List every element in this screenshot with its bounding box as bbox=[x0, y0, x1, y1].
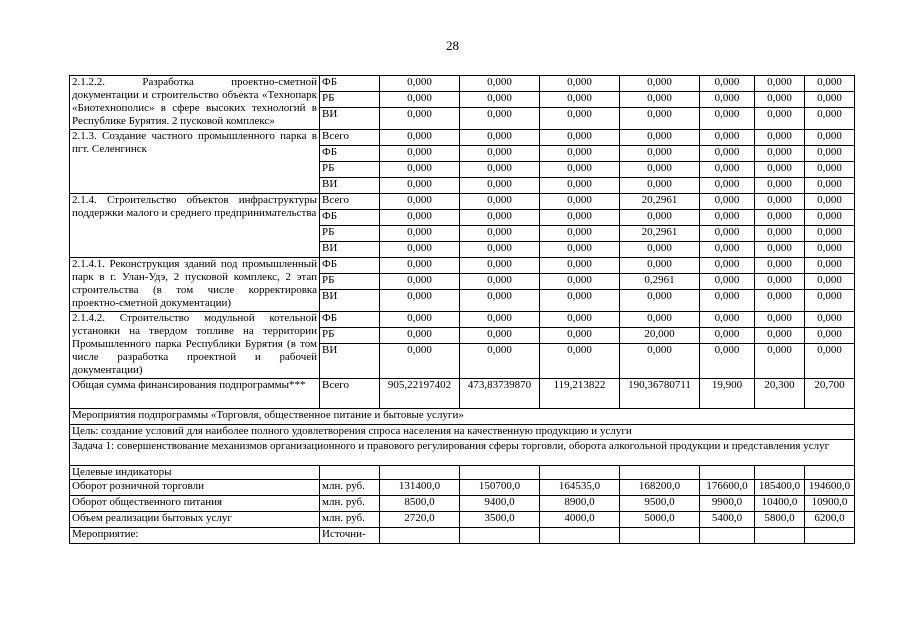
empty-cell bbox=[540, 528, 620, 544]
value-cell: 0,000 bbox=[620, 146, 700, 162]
empty-cell bbox=[805, 528, 855, 544]
source-cell: Всего bbox=[320, 130, 380, 146]
table-row bbox=[70, 466, 855, 480]
value-cell: 0,000 bbox=[700, 92, 755, 108]
value-cell: 0,000 bbox=[540, 226, 620, 242]
empty-cell bbox=[540, 466, 620, 480]
target-indicators-cell: Целевые индикаторы bbox=[70, 466, 320, 480]
value-cell: 9400,0 bbox=[460, 496, 540, 512]
value-cell: 190,36780711 bbox=[620, 379, 700, 409]
value-cell: 3500,0 bbox=[460, 512, 540, 528]
value-cell: 0,000 bbox=[700, 258, 755, 274]
empty-cell bbox=[620, 466, 700, 480]
value-cell: 0,000 bbox=[380, 242, 460, 258]
source-cell: ФБ bbox=[320, 76, 380, 92]
value-cell: 0,000 bbox=[755, 194, 805, 210]
value-cell: 4000,0 bbox=[540, 512, 620, 528]
value-cell: 0,000 bbox=[540, 258, 620, 274]
measure-label-cell: Мероприятие: bbox=[70, 528, 320, 544]
measure-name-cell: 2.1.2.2. Разработка проектно-сметной документации и строительство объекта «Технопарк «Биотехнополис» в сфере высоких технологий в Республике Бурятия. 2 пусковой комплекс» bbox=[70, 76, 320, 130]
value-cell: 9900,0 bbox=[700, 496, 755, 512]
value-cell: 0,000 bbox=[380, 344, 460, 379]
value-cell: 5400,0 bbox=[700, 512, 755, 528]
value-cell: 150700,0 bbox=[460, 480, 540, 496]
empty-cell bbox=[460, 466, 540, 480]
table-row bbox=[70, 76, 855, 92]
value-cell: 0,000 bbox=[460, 312, 540, 328]
value-cell: 0,000 bbox=[460, 130, 540, 146]
empty-cell bbox=[700, 528, 755, 544]
value-cell: 905,22197402 bbox=[380, 379, 460, 409]
table-row bbox=[70, 130, 855, 146]
value-cell: 0,000 bbox=[380, 130, 460, 146]
indicator-row bbox=[70, 480, 855, 496]
value-cell: 0,000 bbox=[540, 344, 620, 379]
value-cell: 0,000 bbox=[380, 76, 460, 92]
value-cell: 0,000 bbox=[755, 344, 805, 379]
value-cell: 0,000 bbox=[620, 312, 700, 328]
indicator-name-cell: Оборот общественного питания bbox=[70, 496, 320, 512]
empty-cell bbox=[805, 466, 855, 480]
value-cell: 8500,0 bbox=[380, 496, 460, 512]
unit-cell: млн. руб. bbox=[320, 512, 380, 528]
value-cell: 0,000 bbox=[380, 92, 460, 108]
value-cell: 0,000 bbox=[755, 312, 805, 328]
value-cell: 0,000 bbox=[540, 274, 620, 290]
source-cell: ФБ bbox=[320, 146, 380, 162]
value-cell: 0,000 bbox=[700, 194, 755, 210]
value-cell: 185400,0 bbox=[755, 480, 805, 496]
value-cell: 0,000 bbox=[700, 130, 755, 146]
value-cell: 0,000 bbox=[620, 210, 700, 226]
value-cell: 0,000 bbox=[805, 194, 855, 210]
measure-name-cell: 2.1.4.2. Строительство модульной котельной установки на твердом топливе на территории Промышленного парка Республики Бурятия (в том числе разработка проектной и рабочей документации) bbox=[70, 312, 320, 379]
value-cell: 8900,0 bbox=[540, 496, 620, 512]
value-cell: 0,000 bbox=[540, 108, 620, 130]
source-cell: ВИ bbox=[320, 290, 380, 312]
table-row bbox=[70, 194, 855, 210]
value-cell: 0,000 bbox=[620, 178, 700, 194]
value-cell: 0,000 bbox=[805, 226, 855, 242]
financing-table bbox=[69, 75, 855, 544]
value-cell: 0,000 bbox=[755, 274, 805, 290]
value-cell: 0,000 bbox=[805, 76, 855, 92]
empty-cell bbox=[620, 528, 700, 544]
value-cell: 0,000 bbox=[805, 146, 855, 162]
source-cell: ВИ bbox=[320, 242, 380, 258]
value-cell: 0,000 bbox=[700, 226, 755, 242]
value-cell: 0,000 bbox=[460, 194, 540, 210]
value-cell: 0,000 bbox=[540, 130, 620, 146]
value-cell: 0,000 bbox=[380, 162, 460, 178]
table-row bbox=[70, 409, 855, 425]
value-cell: 5800,0 bbox=[755, 512, 805, 528]
value-cell: 0,000 bbox=[700, 274, 755, 290]
source-cell: РБ bbox=[320, 328, 380, 344]
source-cell: Всего bbox=[320, 194, 380, 210]
value-cell: 0,000 bbox=[700, 146, 755, 162]
value-cell: 0,000 bbox=[700, 210, 755, 226]
value-cell: 0,000 bbox=[755, 162, 805, 178]
value-cell: 0,000 bbox=[755, 146, 805, 162]
value-cell: 20,300 bbox=[755, 379, 805, 409]
value-cell: 119,213822 bbox=[540, 379, 620, 409]
value-cell: 0,000 bbox=[380, 210, 460, 226]
value-cell: 0,000 bbox=[700, 242, 755, 258]
unit-cell: млн. руб. bbox=[320, 496, 380, 512]
value-cell: 0,000 bbox=[540, 162, 620, 178]
value-cell: 0,000 bbox=[805, 92, 855, 108]
value-cell: 0,000 bbox=[755, 328, 805, 344]
value-cell: 20,000 bbox=[620, 328, 700, 344]
value-cell: 0,000 bbox=[700, 344, 755, 379]
value-cell: 168200,0 bbox=[620, 480, 700, 496]
value-cell: 0,000 bbox=[620, 242, 700, 258]
value-cell: 0,000 bbox=[460, 76, 540, 92]
value-cell: 0,000 bbox=[755, 92, 805, 108]
value-cell: 0,000 bbox=[540, 76, 620, 92]
source-cell: ФБ bbox=[320, 258, 380, 274]
empty-cell bbox=[700, 466, 755, 480]
value-cell: 0,000 bbox=[380, 258, 460, 274]
value-cell: 0,000 bbox=[540, 312, 620, 328]
indicator-name-cell: Объем реализации бытовых услуг bbox=[70, 512, 320, 528]
value-cell: 0,000 bbox=[620, 76, 700, 92]
value-cell: 0,000 bbox=[460, 328, 540, 344]
source-cell: ВИ bbox=[320, 344, 380, 379]
empty-cell bbox=[380, 528, 460, 544]
value-cell: 0,000 bbox=[805, 312, 855, 328]
value-cell: 0,000 bbox=[460, 108, 540, 130]
value-cell: 0,000 bbox=[700, 328, 755, 344]
table-row bbox=[70, 258, 855, 274]
value-cell: 194600,0 bbox=[805, 480, 855, 496]
value-cell: 20,2961 bbox=[620, 194, 700, 210]
value-cell: 0,000 bbox=[805, 290, 855, 312]
value-cell: 0,2961 bbox=[620, 274, 700, 290]
value-cell: 0,000 bbox=[460, 274, 540, 290]
value-cell: 0,000 bbox=[755, 178, 805, 194]
measure-name-cell: 2.1.4.1. Реконструкция зданий под промышленный парк в г. Улан-Удэ, 2 пусковой комплекс, 2 этап строительства (в том числе корректировка проектно-сметной документации) bbox=[70, 258, 320, 312]
value-cell: 0,000 bbox=[755, 210, 805, 226]
value-cell: 0,000 bbox=[805, 328, 855, 344]
value-cell: 0,000 bbox=[460, 146, 540, 162]
source-cell: Всего bbox=[320, 379, 380, 409]
value-cell: 10900,0 bbox=[805, 496, 855, 512]
value-cell: 0,000 bbox=[805, 210, 855, 226]
value-cell: 0,000 bbox=[620, 92, 700, 108]
value-cell: 0,000 bbox=[460, 92, 540, 108]
goal-row: Цель: создание условий для наиболее полного удовлетворения спроса населения на качественную продукцию и услуги bbox=[70, 425, 855, 440]
value-cell: 0,000 bbox=[755, 242, 805, 258]
empty-cell bbox=[380, 466, 460, 480]
value-cell: 0,000 bbox=[620, 290, 700, 312]
value-cell: 20,700 bbox=[805, 379, 855, 409]
value-cell: 0,000 bbox=[380, 290, 460, 312]
value-cell: 0,000 bbox=[755, 108, 805, 130]
value-cell: 0,000 bbox=[805, 242, 855, 258]
value-cell: 0,000 bbox=[755, 76, 805, 92]
measure-name-cell: 2.1.4. Строительство объектов инфраструктуры поддержки малого и среднего предпринимательства bbox=[70, 194, 320, 258]
value-cell: 0,000 bbox=[460, 290, 540, 312]
value-cell: 0,000 bbox=[620, 258, 700, 274]
value-cell: 0,000 bbox=[620, 162, 700, 178]
value-cell: 0,000 bbox=[805, 258, 855, 274]
source-cell: РБ bbox=[320, 162, 380, 178]
value-cell: 0,000 bbox=[380, 312, 460, 328]
subprogram-events-row: Мероприятия подпрограммы «Торговля, общественное питание и бытовые услуги» bbox=[70, 409, 855, 425]
value-cell: 164535,0 bbox=[540, 480, 620, 496]
value-cell: 0,000 bbox=[540, 178, 620, 194]
empty-cell bbox=[460, 528, 540, 544]
value-cell: 5000,0 bbox=[620, 512, 700, 528]
value-cell: 0,000 bbox=[805, 178, 855, 194]
value-cell: 0,000 bbox=[805, 108, 855, 130]
value-cell: 20,2961 bbox=[620, 226, 700, 242]
value-cell: 2720,0 bbox=[380, 512, 460, 528]
value-cell: 0,000 bbox=[540, 290, 620, 312]
value-cell: 0,000 bbox=[700, 178, 755, 194]
value-cell: 9500,0 bbox=[620, 496, 700, 512]
value-cell: 0,000 bbox=[755, 290, 805, 312]
indicator-name-cell: Оборот розничной торговли bbox=[70, 480, 320, 496]
source-cell: ВИ bbox=[320, 178, 380, 194]
value-cell: 0,000 bbox=[620, 130, 700, 146]
unit-cell: млн. руб. bbox=[320, 480, 380, 496]
value-cell: 0,000 bbox=[540, 146, 620, 162]
value-cell: 0,000 bbox=[805, 274, 855, 290]
value-cell: 131400,0 bbox=[380, 480, 460, 496]
value-cell: 0,000 bbox=[380, 226, 460, 242]
value-cell: 0,000 bbox=[460, 162, 540, 178]
value-cell: 0,000 bbox=[460, 258, 540, 274]
source-header-cell: Источни- bbox=[320, 528, 380, 544]
indicator-row bbox=[70, 496, 855, 512]
page-number: 28 bbox=[446, 38, 459, 53]
source-cell: ФБ bbox=[320, 312, 380, 328]
indicator-row bbox=[70, 512, 855, 528]
value-cell: 0,000 bbox=[540, 210, 620, 226]
source-cell: РБ bbox=[320, 92, 380, 108]
value-cell: 0,000 bbox=[755, 226, 805, 242]
value-cell: 0,000 bbox=[380, 194, 460, 210]
empty-cell bbox=[320, 466, 380, 480]
task-row: Задача 1: совершенствование механизмов организационного и правового регулирования сферы торговли, оборота алкогольной продукции и представления услуг bbox=[70, 440, 855, 466]
table-row bbox=[70, 379, 855, 409]
value-cell: 0,000 bbox=[380, 328, 460, 344]
value-cell: 10400,0 bbox=[755, 496, 805, 512]
table-row bbox=[70, 440, 855, 466]
value-cell: 0,000 bbox=[380, 178, 460, 194]
value-cell: 0,000 bbox=[805, 130, 855, 146]
value-cell: 0,000 bbox=[380, 274, 460, 290]
source-cell: РБ bbox=[320, 226, 380, 242]
value-cell: 0,000 bbox=[540, 194, 620, 210]
value-cell: 0,000 bbox=[380, 146, 460, 162]
measure-name-cell: Общая сумма финансирования подпрограммы*** bbox=[70, 379, 320, 409]
value-cell: 0,000 bbox=[460, 226, 540, 242]
value-cell: 0,000 bbox=[700, 312, 755, 328]
value-cell: 0,000 bbox=[540, 92, 620, 108]
value-cell: 0,000 bbox=[700, 290, 755, 312]
value-cell: 6200,0 bbox=[805, 512, 855, 528]
table-row bbox=[70, 425, 855, 440]
value-cell: 0,000 bbox=[755, 130, 805, 146]
value-cell: 0,000 bbox=[380, 108, 460, 130]
value-cell: 0,000 bbox=[755, 258, 805, 274]
value-cell: 19,900 bbox=[700, 379, 755, 409]
source-cell: ФБ bbox=[320, 210, 380, 226]
empty-cell bbox=[755, 466, 805, 480]
value-cell: 0,000 bbox=[700, 162, 755, 178]
value-cell: 0,000 bbox=[805, 162, 855, 178]
table-row bbox=[70, 528, 855, 544]
measure-name-cell: 2.1.3. Создание частного промышленного парка в пгт. Селенгинск bbox=[70, 130, 320, 194]
value-cell: 176600,0 bbox=[700, 480, 755, 496]
value-cell: 0,000 bbox=[620, 344, 700, 379]
table-row bbox=[70, 312, 855, 328]
source-cell: РБ bbox=[320, 274, 380, 290]
value-cell: 0,000 bbox=[805, 344, 855, 379]
value-cell: 0,000 bbox=[540, 328, 620, 344]
value-cell: 0,000 bbox=[460, 178, 540, 194]
empty-cell bbox=[755, 528, 805, 544]
value-cell: 0,000 bbox=[540, 242, 620, 258]
value-cell: 0,000 bbox=[700, 76, 755, 92]
value-cell: 0,000 bbox=[700, 108, 755, 130]
source-cell: ВИ bbox=[320, 108, 380, 130]
value-cell: 0,000 bbox=[460, 344, 540, 379]
value-cell: 0,000 bbox=[620, 108, 700, 130]
value-cell: 0,000 bbox=[460, 242, 540, 258]
value-cell: 0,000 bbox=[460, 210, 540, 226]
value-cell: 473,83739870 bbox=[460, 379, 540, 409]
